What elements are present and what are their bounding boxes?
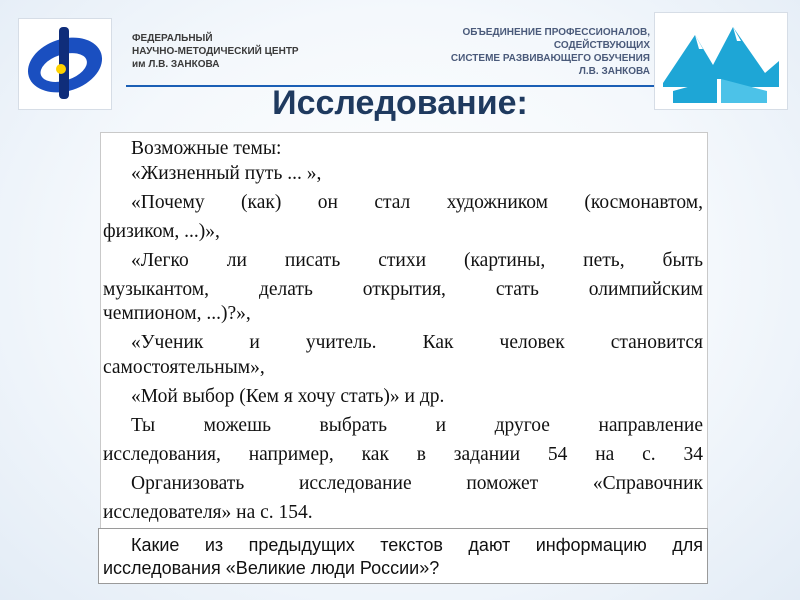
text-line: самостоятельным», <box>103 357 265 378</box>
text-line: Возможные темы: <box>131 138 282 159</box>
text-line: исследования, например, как в задании 54 на с. 34 <box>103 444 703 465</box>
association-name-line: ОБЪЕДИНЕНИЕ ПРОФЕССИОНАЛОВ, <box>462 27 650 38</box>
question-box <box>98 528 708 584</box>
text-line: «Легко ли писать стихи (картины, петь, быть <box>131 250 703 271</box>
text-line: исследователя» на с. 154. <box>103 502 313 523</box>
text-line: «Почему (как) он стал художником (космонавтом, <box>131 192 703 213</box>
question-line: Какие из предыдущих текстов дают информацию для <box>131 535 703 555</box>
slide-title: Исследование: <box>272 84 528 122</box>
center-name-line: НАУЧНО-МЕТОДИЧЕСКИЙ ЦЕНТР <box>132 46 299 57</box>
association-name-line: СОДЕЙСТВУЮЩИХ <box>553 40 650 51</box>
text-line: «Ученик и учитель. Как человек становится <box>131 332 703 353</box>
text-line: музыкантом, делать открытия, стать олимпийским <box>103 279 703 300</box>
text-line: «Жизненный путь ... », <box>131 163 322 184</box>
topics-text-box <box>100 132 708 530</box>
association-name-line: СИСТЕМЕ РАЗВИВАЮЩЕГО ОБУЧЕНИЯ <box>450 53 650 64</box>
center-name-line: им Л.В. ЗАНКОВА <box>132 59 220 70</box>
text-line: «Мой выбор (Кем я хочу стать)» и др. <box>131 386 445 407</box>
text-line: Организовать исследование поможет «Справочник <box>131 473 703 494</box>
center-name <box>132 32 299 71</box>
question-line: исследования «Великие люди России»? <box>103 558 440 578</box>
text-line: физиком, ...)», <box>103 221 220 242</box>
text-line: Ты можешь выбрать и другое направление <box>131 415 703 436</box>
association-name-line: Л.В. ЗАНКОВА <box>578 66 650 77</box>
text-line: чемпионом, ...)?», <box>103 303 251 324</box>
center-name-line: ФЕДЕРАЛЬНЫЙ <box>132 33 213 44</box>
association-name <box>451 26 650 78</box>
